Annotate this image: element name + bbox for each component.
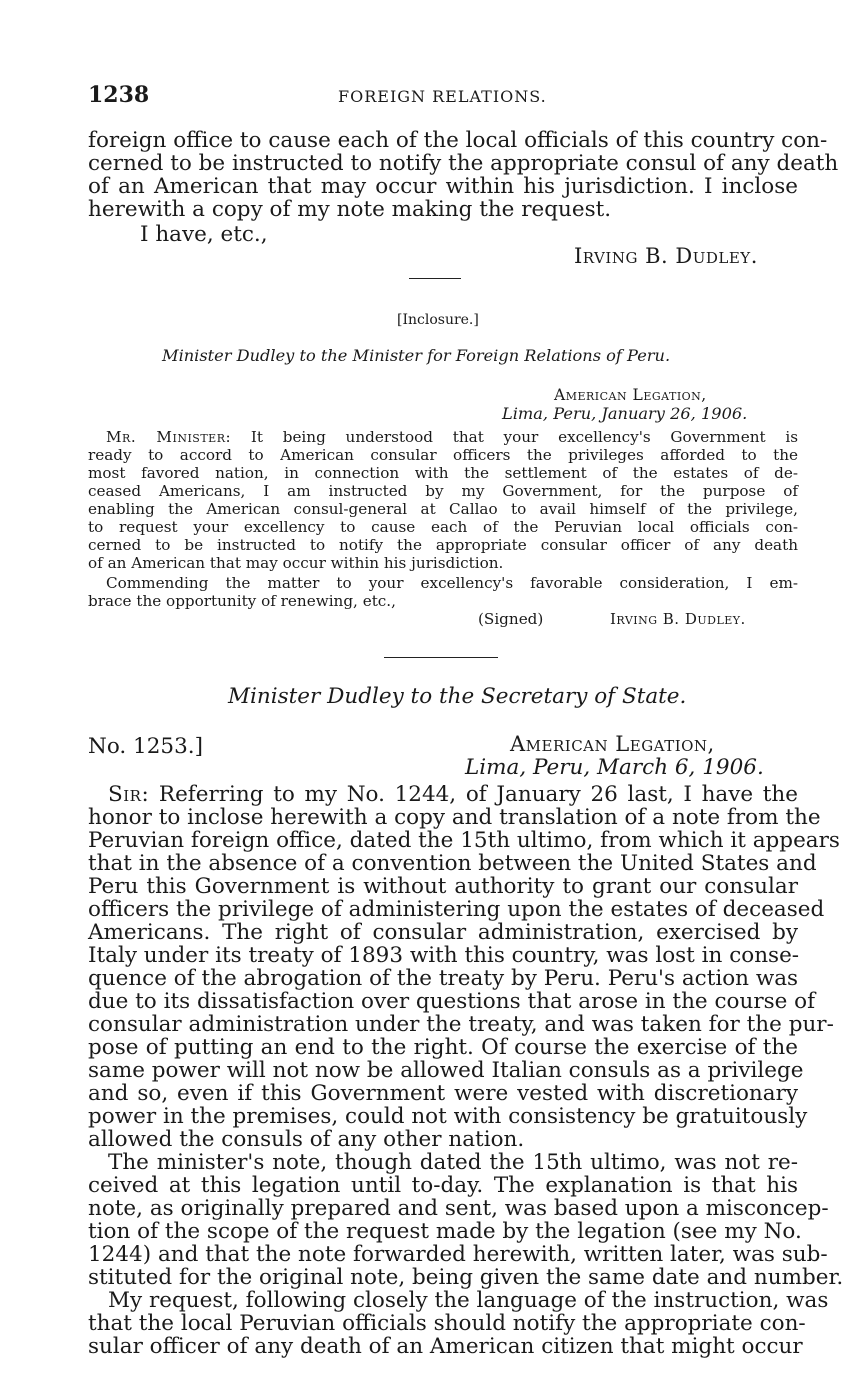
letter-heading: Minister Dudley to the Secretary of State. bbox=[228, 684, 687, 709]
opening-line: of an American that may occur within his jurisdiction. I inclose bbox=[88, 174, 798, 199]
letter-dateline: Lima, Peru, March 6, 1906. bbox=[465, 755, 764, 780]
letter-line: officers the privilege of administering upon the estates of deceased bbox=[88, 897, 825, 922]
inclosure-heading: Minister Dudley to the Minister for Foreign Relations of Peru. bbox=[162, 346, 671, 365]
letter-line: power in the premises, could not with consistency be gratuitously bbox=[88, 1104, 808, 1129]
letter-line: Peruvian foreign office, dated the 15th ultimo, from which it appears bbox=[88, 828, 840, 853]
inclosure-line: brace the opportunity of renewing, etc., bbox=[88, 592, 396, 610]
inclosure-line: Commending the matter to your excellency's favorable consideration, I em- bbox=[106, 574, 798, 592]
inclosure-line: enabling the American consul-general at Callao to avail himself of the privilege, bbox=[88, 500, 798, 518]
signature: Irving B. Dudley. bbox=[574, 244, 758, 268]
letter-line: and so, even if this Government were vested with discretionary bbox=[88, 1081, 798, 1106]
letter-line: allowed the consuls of any other nation. bbox=[88, 1127, 525, 1152]
letter-line: Peru this Government is without authority to grant our consular bbox=[88, 874, 798, 899]
letter-dateline: American Legation, bbox=[510, 732, 715, 756]
letter-line: that the local Peruvian officials should notify the appropriate con- bbox=[88, 1311, 806, 1336]
signed-label: (Signed) bbox=[478, 610, 544, 628]
letter-line: ceived at this legation until to-day. The explanation is that his bbox=[88, 1173, 798, 1198]
inclosure-line: ceased Americans, I am instructed by my Government, for the purpose of bbox=[88, 482, 798, 500]
letter-text: Referring to my No. 1244, of January 26 last, I have the bbox=[158, 782, 798, 807]
inclosure-line: of an American that may occur within his jurisdiction. bbox=[88, 554, 504, 572]
letter-line: Americans. The right of consular administration, exercised by bbox=[88, 920, 798, 945]
divider bbox=[384, 657, 498, 658]
letter-line: note, as originally prepared and sent, was based upon a misconcep- bbox=[88, 1196, 829, 1221]
opening-line: foreign office to cause each of the local officials of this country con- bbox=[88, 128, 828, 153]
opening-line: herewith a copy of my note making the request. bbox=[88, 197, 612, 222]
letter-line: My request, following closely the language of the instruction, was bbox=[108, 1288, 829, 1313]
inclosure-line: ready to accord to American consular officers the privileges afforded to the bbox=[88, 446, 798, 464]
inclosure-line: to request your excellency to cause each of the Peruvian local officials con- bbox=[88, 518, 798, 536]
inclosure-line: cerned to be instructed to notify the appropriate consular officer of any death bbox=[88, 536, 798, 554]
letter-first-line bbox=[108, 782, 798, 807]
page-number: 1238 bbox=[88, 82, 150, 108]
letter-line: Italy under its treaty of 1893 with this country, was lost in conse- bbox=[88, 943, 800, 968]
letter-line: sular officer of any death of an American citizen that might occur bbox=[88, 1334, 803, 1359]
letter-line: pose of putting an end to the right. Of course the exercise of the bbox=[88, 1035, 798, 1060]
letter-line: consular administration under the treaty, and was taken for the pur- bbox=[88, 1012, 834, 1037]
letter-line: same power will not now be allowed Italian consuls as a privilege bbox=[88, 1058, 804, 1083]
inclosure-text: It being understood that your excellency's Government is bbox=[250, 428, 798, 446]
divider bbox=[409, 278, 461, 279]
inclosure-dateline: American Legation, bbox=[554, 386, 707, 404]
inclosure-dateline: Lima, Peru, January 26, 1906. bbox=[502, 404, 748, 423]
letter-line: that in the absence of a convention between the United States and bbox=[88, 851, 817, 876]
inclosure-signature: Irving B. Dudley. bbox=[610, 610, 746, 628]
letter-line: honor to inclose herewith a copy and translation of a note from the bbox=[88, 805, 821, 830]
inclosure-line: most favored nation, in connection with the settlement of the estates of de- bbox=[88, 464, 798, 482]
closing-formula: I have, etc., bbox=[140, 222, 268, 247]
letter-line: stituted for the original note, being given the same date and number. bbox=[88, 1265, 844, 1290]
opening-line: cerned to be instructed to notify the appropriate consul of any death bbox=[88, 151, 839, 176]
letter-line: tion of the scope of the request made by the legation (see my No. bbox=[88, 1219, 802, 1244]
inclosure-first-line bbox=[106, 428, 798, 446]
letter-number: No. 1253.] bbox=[88, 734, 203, 759]
letter-line: quence of the abrogation of the treaty by Peru. Peru's action was bbox=[88, 966, 799, 991]
letter-line: due to its dissatisfaction over questions that arose in the course of bbox=[88, 989, 816, 1014]
inclosure-label: [Inclosure.] bbox=[397, 312, 479, 328]
letter-salutation: Sir: bbox=[108, 782, 150, 807]
running-title: FOREIGN RELATIONS. bbox=[338, 87, 547, 106]
salutation: Mr. Minister: bbox=[106, 428, 232, 446]
letter-line: 1244) and that the note forwarded herewith, written later, was sub- bbox=[88, 1242, 828, 1267]
letter-line: The minister's note, though dated the 15th ultimo, was not re- bbox=[108, 1150, 798, 1175]
